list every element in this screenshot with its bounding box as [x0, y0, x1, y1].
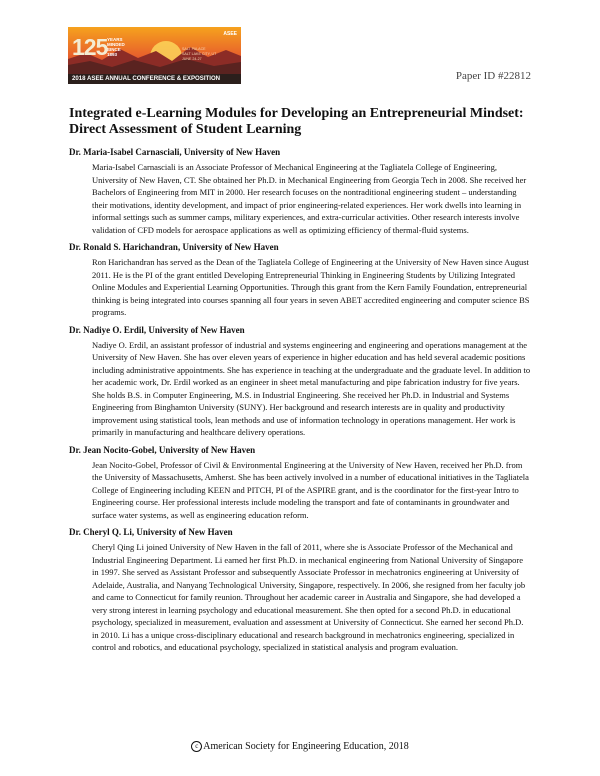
paper-id: Paper ID #22812: [455, 70, 531, 82]
conference-name: 2018 ASEE ANNUAL CONFERENCE & EXPOSITION: [68, 74, 241, 84]
author-entry: [69, 526, 531, 654]
author-name: Dr. Ronald S. Harichandran, University of New Haven: [69, 242, 279, 252]
copyright-footer: [0, 741, 600, 752]
author-entry: [69, 444, 531, 522]
copyright-text: American Society for Engineering Education, 2018: [203, 741, 409, 752]
author-bio: Ron Harichandran has served as the Dean of the Tagliatela College of Engineering at the University of New Haven since August 2011. He is the PI of the grant entitled Developing Entrepreneurial Thinking in Engineering Students by Utilizing Integrated Online Modules and Experiential Learning Opportunities. Through this grant from the Kern Family Foundation, entrepreneurial thinking is being integrated into courses spanning all four years in seven ABET accredited engineering and computer science BS programs.: [92, 257, 530, 317]
paper-title: Integrated e-Learning Modules for Developing an Entrepreneurial Mindset: Direct Assessment of Student Learning: [69, 106, 524, 137]
author-entry: [69, 241, 531, 319]
author-entry: [69, 324, 531, 439]
author-entry: [69, 146, 531, 236]
copyright-icon: c: [191, 741, 202, 752]
venue-text: SALT PALACE SALT LAKE CITY, UT JUNE 24-27: [182, 47, 217, 61]
author-bio: Jean Nocito-Gobel, Professor of Civil & Environmental Engineering at the University of New Haven, received her Ph.D. from the University of Massachusetts, Amherst. She has been actively involved in a number of educational initiatives in the Tagliatela College of Engineering including KEEN and PITCH, PI of the ASPIRE grant, and is the coordinator for the first-year Intro to Engineering course. Her professional interests include modeling the transport and fate of contaminants in groundwater and surface water systems, as well as engineering education reform.: [92, 459, 529, 520]
author-list: [69, 146, 531, 659]
anniversary-text: YEARS MINDED SINCE 1893: [107, 37, 125, 57]
anniversary-number: 125: [72, 34, 108, 60]
author-bio: Cheryl Qing Li joined University of New Haven in the fall of 2011, where she is Associate Professor of the Mechanical and Industrial Engineering Department. Li earned her first Ph.D. in mechanical engineering from National University of Singapore in 1997. She served as Assistant Professor and subsequently Associate Professor in mechatronics engineering at University of Adelaide, Australia, and Nanyang Technological University, Singapore, respectively. In 2006, she resigned from her faculty job and came to Connecticut for family reunion. Throughout her academic career in Australia and Singapore, she had developed a very strong interest in learning psychology and educational measurement. She then opted for a second Ph.D. in educational psychology, specialized in measurement, evaluation and assessment at University of Connecticut. She earned her second Ph.D. in 2010. Li has a unique cross-disciplinary educational and research background in mechatronics engineering, specialized in control and robotics, and educational psychology, specialized in statistical analysis and program evaluation.: [92, 542, 526, 652]
author-name: Dr. Jean Nocito-Gobel, University of New Haven: [69, 444, 256, 455]
author-name: Dr. Cheryl Q. Li, University of New Haven: [69, 527, 233, 537]
author-name: Dr. Maria-Isabel Carnasciali, University of New Haven: [69, 147, 281, 157]
author-name: Dr. Nadiye O. Erdil, University of New Haven: [69, 324, 245, 335]
asee-logo-text: ASEE: [223, 31, 237, 37]
conference-banner-logo: [68, 27, 241, 84]
author-bio: Maria-Isabel Carnasciali is an Associate Professor of Mechanical Engineering at the Tagliatela College of Engineering, University of New Haven, CT. She obtained her Ph.D. in Mechanical Engineering from Georgia Tech in 2008. She received her Bachelors of Engineering from MIT in 2000. Her research focuses on the nontraditional engineering student – understanding their motivations, identity development, and impact of prior engineering-related experiences. Her work dwells into learning in informal settings such as summer camps, military experiences, and extra-curricular activities. Other research interests involve validation of CFD models for aerospace applications as well as optimizing efficiency of thermal-fluid systems.: [92, 162, 527, 235]
author-bio: Nadiye O. Erdil, an assistant professor of industrial and systems engineering and engineering and operations management at the University of New Haven. She has over eleven years of experience in higher education and has held several academic positions including administrative appointments. She has experience in teaching at the undergraduate and the graduate level. In addition to her academic work, Dr. Erdil worked as an engineer in sheet metal manufacturing and pipe fabrication industry for five years. She holds B.S. in Computer Engineering, M.S. in Industrial Engineering. She received her Ph.D. in Industrial and Systems Engineering from Binghamton University (SUNY). Her background and research interests are in quality and productivity improvement using statistical tools, lean methods and use of information technology in operations management. Her work is primarily in manufacturing and healthcare delivery operations.: [92, 339, 531, 437]
